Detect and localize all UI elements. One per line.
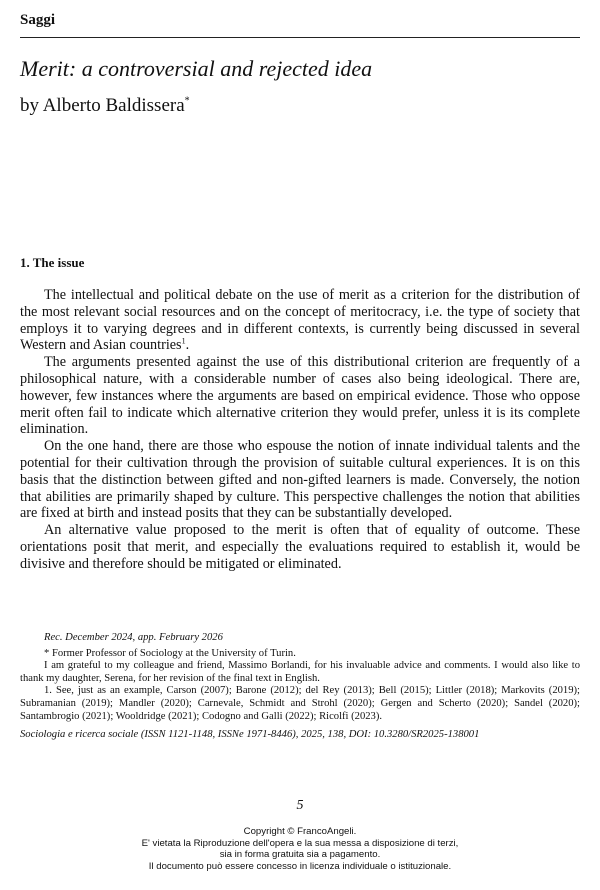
- copyright-notice: [20, 826, 580, 872]
- footnote-1: 1. See, just as an example, Carson (2007); Barone (2012); del Rey (2013); Bell (2015); Littler (2018); Markovits (2019); Subramanian (2019); Mandler (2020); Carnevale, Schmidt and Strohl (2020); Gergen and Scherto (2020); Sandel (2020); Santambrogio (2021); Wooldridge (2021); Codogno and Galli (2022); Ricolfi (2023).: [20, 685, 580, 722]
- section-label: Saggi: [20, 12, 56, 28]
- body-text: [20, 287, 580, 573]
- copyright-line: E' vietata la Riproduzione dell'opera e la sua messa a disposizione di terzi,: [141, 837, 459, 849]
- paragraph-2: The arguments presented against the use of this distributional criterion are frequently of a philosophical nature, with a considerable number of cases also being ideological. There are, however, few instances where the arguments are based on empirical evidence. Those who oppose merit often fail to indicate which alternative criterion they would prefer, unless it is its complete elimination.: [20, 354, 580, 438]
- article-byline: [20, 95, 190, 117]
- author-note: * Former Professor of Sociology at the University of Turin.: [44, 647, 296, 659]
- author-name: by Alberto Baldissera: [20, 95, 185, 116]
- paragraph-1-text: The intellectual and political debate on the use of merit as a criterion for the distribution of the most relevant social resources and on the concept of meritocracy, i.e. the type of society that employs it to varying degrees and in different contexts, is currently being discussed in several Western and Asian countries: [20, 287, 580, 354]
- received-date: Rec. December 2024, app. February 2026: [44, 632, 223, 643]
- author-footnote-mark: *: [184, 95, 190, 107]
- acknowledgements: I am grateful to my colleague and friend, Massimo Borlandi, for his invaluable advice and comments. I would also like to thank my daughter, Serena, for her revision of the final text in English.: [20, 660, 580, 684]
- header-rule: [20, 37, 580, 38]
- paragraph-1-end: .: [185, 337, 190, 354]
- paragraph-4: An alternative value proposed to the merit is often that of equality of outcome. These orientations posit that merit, and especially the evaluations required to establish it, would be divisive and therefore should be mitigated or eliminated.: [20, 522, 580, 572]
- page-number: 5: [296, 798, 304, 813]
- paragraph-1: [20, 287, 580, 354]
- copyright-line: Copyright © FrancoAngeli.: [243, 826, 357, 837]
- paragraph-3: On the one hand, there are those who espouse the notion of innate individual talents and the potential for their cultivation through the provision of suitable cultural experiences. It is on this basis that the distinction between gifted and non-gifted learners is made. Conversely, the notion that abilities are primarily shaped by culture. This perspective challenges the notion that abilities are fixed at birth and instead posits that they can be substantially developed.: [20, 438, 580, 522]
- copyright-line: sia in forma gratuita sia a pagamento.: [219, 849, 381, 861]
- copyright-line: Il documento può essere concesso in licenza individuale o istituzionale.: [148, 860, 452, 872]
- footnotes: [20, 632, 580, 742]
- article-title: Merit: a controversial and rejected idea: [20, 56, 373, 81]
- footnote-ref-1: 1: [181, 336, 186, 346]
- journal-citation: Sociologia e ricerca sociale (ISSN 1121-1148, ISSNe 1971-8446), 2025, 138, DOI: 10.3280/SR2025-138001: [20, 729, 480, 741]
- section-heading: 1. The issue: [20, 255, 85, 270]
